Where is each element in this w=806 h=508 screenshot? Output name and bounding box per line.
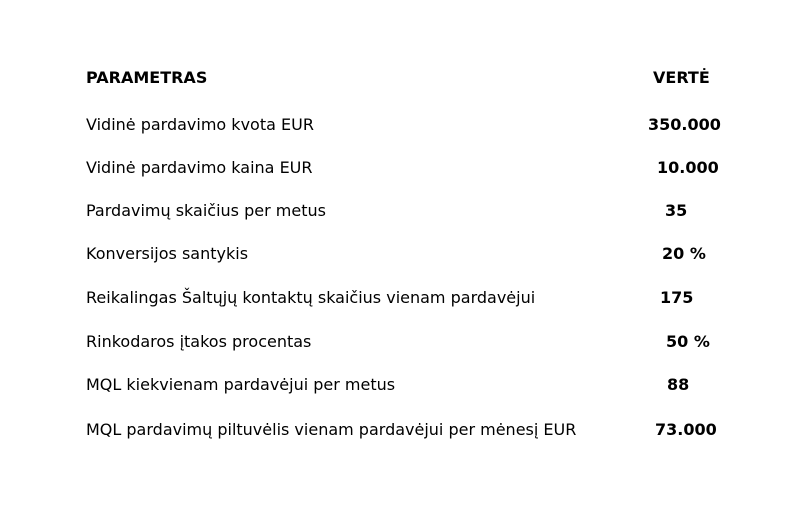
row-value: 10.000 [657,158,719,177]
row-parameter: Pardavimų skaičius per metus [86,201,326,220]
table-row [0,115,806,145]
row-parameter: Reikalingas Šaltųjų kontaktų skaičius vienam pardavėjui [86,288,536,307]
row-parameter: Vidinė pardavimo kaina EUR [86,158,313,177]
table-row [0,288,806,318]
table-row [0,201,806,231]
row-value: 20 % [662,244,706,263]
row-parameter: Rinkodaros įtakos procentas [86,332,312,351]
row-value: 73.000 [655,420,717,439]
row-parameter: Konversijos santykis [86,244,249,263]
table-row [0,375,806,405]
row-parameter: Vidinė pardavimo kvota EUR [86,115,314,134]
table-row [0,332,806,362]
table-row [0,420,806,450]
header-parameter: PARAMETRAS [86,68,208,87]
table-row [0,158,806,188]
row-value: 350.000 [648,115,721,134]
row-parameter: MQL kiekvienam pardavėjui per metus [86,375,396,394]
row-value: 50 % [666,332,710,351]
row-value: 35 [665,201,688,220]
row-value: 88 [667,375,690,394]
table-row [0,244,806,274]
header-value: VERTĖ [653,68,710,87]
table-header [0,68,806,98]
row-value: 175 [660,288,694,307]
row-parameter: MQL pardavimų piltuvėlis vienam pardavėjui per mėnesį EUR [86,420,577,439]
